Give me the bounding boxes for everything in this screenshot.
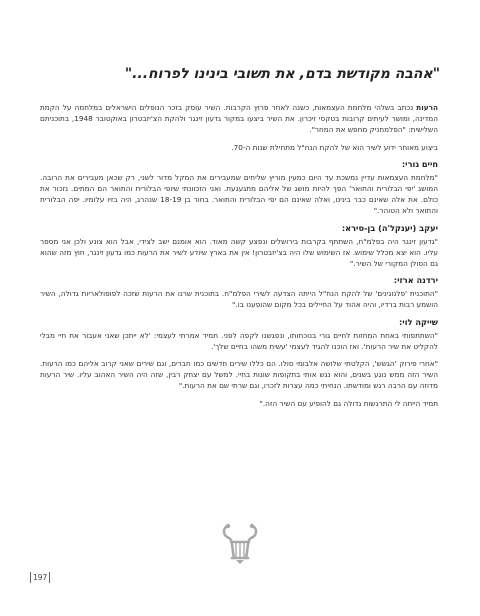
quote-gouri: "מלחמת העצמאות עדיין נמשכת עד היום כמעין מוריץ שליחים שמעבירים את המקל מדור לשני, רק שכאן מעבירים את הרובה. המושג 'יפי הבלורית והתואר' הפך להיות מושג של אליהם מתגעגעת. ואני הזכוונתי שיופי הבלורית והתואר הם המתים. נזכור את כולם. את אלה שאינם כבר בינינו, ואלה שאינם הם יפי הבלורית והתואר. בחור בן 18-19 שנהרג, היה בזיו עלומיו. יפה הבלורית והתואר ולא הטוהר."	[40, 172, 438, 216]
quote-levy-2: "אחרי פירוק 'הגשש', הקלטתי שלושה אלבומי סולו. הם כללו שירים חדשים כמו חברים, וגם שירים שאני קרוב אליהם כמו הרעות. השיר הזה ממש נוגע בשנים, והוא נגש אותי בתקופות שונות בחיי. למשל עם יצחק רבין, שזה היה השיר האהוב עליו. שיר הרעות מדוזה עם הרבה רגש ומודשתו. הנחיתי כמה עצרות לזכרו, וגם שרתי שם את הרעות."	[40, 359, 438, 391]
quote-levy-3: תמיד הייתה לי התרגשות גדולה גם להופיע עם השיר הזה."	[259, 398, 438, 408]
speaker-heading-arazi: ירדנה ארזי:	[393, 275, 438, 286]
intro-paragraph-1	[40, 102, 438, 136]
intro-text: נכתב בשלהי מלחמת העצמאות, כשנה לאחר פרוץ הקרבות. השיר עוסק בזכר הנופלים הישראלים במלחמה על הקמת המדינה, ומושר לעיתים קרובות בטקסי זיכרון. את השיר ביצעו במקור גדעון זינגר ולהקת הצ'יזבטרון באוקטובר 1948, בתוכניתם השלישית: "הפלמחניק מחפש את המחר".	[40, 103, 438, 135]
speaker-heading-ben-sira: יעקב (יענקל'ה) בן-סירא:	[341, 222, 438, 233]
article-body	[40, 102, 438, 415]
speaker-heading-gouri: חיים גורי:	[401, 158, 438, 169]
intro-paragraph-2: ביצוע מאוחר ידוע לשיר הוא של להקת הנח"ל מתחילת שנות ה-70.	[231, 142, 438, 152]
quote-arazi: "התוכנית 'פלנוגינים' של להקת הנח"ל הייתה הצדעה לשירי הפלמ"ח. בתוכנית שרנו את הרעות שזכה לפופולאריות גדולה, השיר הושמע רבות ברדיו, והיה אהוד על החיילים בכל מקום שהופענו בו."	[40, 289, 438, 310]
quote-ben-sira: "גדעון זינגר היה בפלמ"ח, השתתף בקרבות בירושלים ונפצע קשה מאוד. הוא אומנם ישב לצידי, אבל הוא צונע ולכן אני מספר עליו. הוא יצא מכלל שימוש. אז השימוש שלו היה בצ'יזבטרון! אין את בארץ שיודע לשיר את הרעות כמו גדעון זינגר, חוץ מזה שהוא גם הסולן המקורי של השיר."	[40, 236, 438, 269]
speaker-heading-levy: שייקה לוי:	[399, 316, 438, 327]
quote-levy-1: "השתתפותי באחת המחזות לחיים גורי בנוכחותו, ונפגשנו לקפה לפני. תמיד אמרתי לעצמי: 'לא ייתכן שאני אעבור את חיי מבלי להקליט את שיר הרעות'. ואז הוכנו להגיד לעצמי 'עשית משהו בחיים שלך'.	[40, 330, 438, 351]
lyre-icon	[220, 520, 260, 566]
page-number: 197	[30, 572, 50, 583]
page-title: "אהבה מקודשת בדם, את תשובי בינינו לפרוח..."	[124, 66, 440, 82]
song-name-bold: הרעות	[416, 103, 438, 112]
